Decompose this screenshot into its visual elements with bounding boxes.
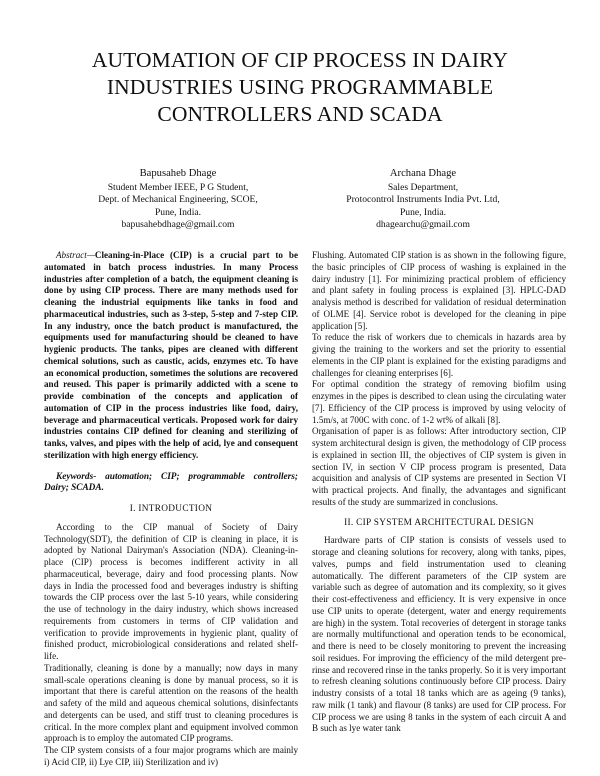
- abstract: [44, 250, 298, 462]
- author-department: Dept. of Mechanical Engineering, SCOE,: [98, 194, 258, 206]
- paragraph: Hardware parts of CIP station is consists of vessels used to storage and cleaning solutions for recovery, along with tanks, pipes, valves, pumps and field instrumentation used to cleaning automatically. The different parameters of the CIP system are variable such as degree of automation and its complexity, so it gives their cost-effectiveness and efficiency. It is very expensive in once use CIP units to operate (detergent, water and energy requirements are high) in the system. Total recoveries of detergent in storage tanks are normally multifunctional and operation tends to be economical, and there is need to be closely monitoring to prevent the increasing soil residues. For improving the efficiency of the mild detergent pre-rinse and recovered rinse in the tanks properly. So it is very important to refresh cleaning solutions continuously before CIP process. Dairy industry consists of a total 18 tanks which are as ageing (9 tanks), raw milk (1 tank) and flavour (8 tanks) are used for CIP process. For CIP process we are using 8 tanks in the system of each circuit A and B such as lye water tank: [312, 535, 566, 734]
- paragraph: Flushing. Automated CIP station is as shown in the following figure, the basic principles of CIP process of washing is explained in the dairy industry [1]. For minimizing practical problem of efficiency and plant safety in fouling process is explained [3]. HPLC-DAD analysis method is described for validation of residual determination of OLME [4]. Service robot is developed for the cleaning in pipe application [5].: [312, 250, 566, 331]
- author-affiliation: Sales Department,: [387, 181, 459, 193]
- author-name: Archana Dhage: [389, 168, 457, 179]
- author-affiliation: Student Member IEEE, P G Student,: [107, 181, 249, 193]
- paragraph: The CIP system consists of a four major programs which are mainly i) Acid CIP, ii) Lye CIP, iii) Sterilization and iv): [44, 745, 298, 767]
- title-line: CONTROLLERS AND SCADA: [157, 102, 443, 126]
- title-line: AUTOMATION OF CIP PROCESS IN DAIRY: [91, 48, 509, 72]
- abstract-label: Abstract—: [56, 250, 95, 260]
- paragraph: According to the CIP manual of Society of Dairy Technology(SDT), the definition of CIP is cleaning in place, it is adopted by National Dairyman's Association (NDA). Cleaning-in-place (CIP) process is becomes indifferent activity in all pharmaceutical, beverage, dairy and food processing plants. Now days in India the processed food and beverages industry is shifting towards the CIP process over the last 5-10 years, while considering the use of technology in the dairy industry, which shows increased requirements from customers in terms of CIP validation and verification to provide improvements in hygienic plant, quality of finished product, microbiological considerations and related shelf-life.: [44, 521, 298, 661]
- title-line: INDUSTRIES USING PROGRAMMABLE: [106, 75, 494, 99]
- author-email: dhagearchu@gmail.com: [376, 219, 470, 231]
- author-block-left: [48, 168, 308, 232]
- author-location: Pune, India.: [154, 206, 202, 218]
- abstract-text: Cleaning-in-Place (CIP) is a crucial part to be automated in batch process industries. In many Process industries after completion of a batch, the equipment cleaning is done by using CIP process. There are many methods used for cleaning the industrial equipments like tanks in food and pharmaceutical industries, such as 3-step, 5-step and 7-step CIP. In any industry, once the batch product is manufactured, the equipments used for manufacturing should be cleaned to have hygienic products. The tanks, pipes are cleaned with different chemical solutions, such as caustic, acids, enzymes etc. To have an economical production, sometimes the solutions are recovered and reused. This paper is primarily addicted with a scene to provide combination of the concepts and application of automation of CIP in the process industries like food, dairy, beverage and pharmaceutical verticals. Proposed work for dairy industries contains CIP defined for cleaning and sterilizing of tanks, valves, and pipes with the help of acid, lye and consequent sterilization with high energy efficiency.: [44, 250, 298, 460]
- right-column: [312, 250, 566, 735]
- section-heading-introduction: I. INTRODUCTION: [129, 504, 213, 514]
- author-block-right: [293, 168, 553, 232]
- section-heading-architecture: II. CIP SYSTEM ARCHITECTURAL DESIGN: [344, 517, 534, 528]
- paragraph: Traditionally, cleaning is done by a manually; now days in many small-scale operations cleaning is done by manual process, so it is important that there is careful attention on the reasons of the health and safety of the mild and aqueous chemical solutions, disinfectants and detergents can be used, and stiff trust to cleaning procedures is critical. In the more complex plant and equipment involved common approach is to employ the automated CIP programs.: [44, 662, 298, 744]
- paper-title: [40, 47, 560, 128]
- keywords: Keywords- automation; CIP; programmable controllers; Dairy; SCADA.: [44, 471, 298, 494]
- left-column: [44, 250, 298, 769]
- author-company: Protocontrol Instruments India Pvt. Ltd,: [346, 194, 500, 206]
- paragraph: Organisation of paper is as follows: After introductory section, CIP system architectural design is given, the methodology of CIP process is explained in section III, the objectives of CIP system is given in section IV, in section V CIP process program is presented, Data acquisition and analysis of CIP systems are presented in Section VI with practical projects. And finally, the advantages and significant results of the study are summarized in conclusions.: [312, 426, 566, 507]
- paragraph: For optimal condition the strategy of removing biofilm using enzymes in the pipes is described to clean using the circulating water [7]. Efficiency of the CIP process is improved by using velocity of 1.5m/s, at 700C with conc. of 1-2 wt% of alkali [8].: [312, 379, 566, 425]
- author-location: Pune, India.: [399, 206, 447, 218]
- paragraph: To reduce the risk of workers due to chemicals in hazards area by giving the training to the workers and set the priority to essential elements in the CIP plant is explained for the existing paradigms and challenges for cleaning enterprises [6].: [312, 332, 566, 378]
- author-name: Bapusaheb Dhage: [139, 168, 217, 179]
- author-email: bapusahebdhage@gmail.com: [121, 219, 235, 231]
